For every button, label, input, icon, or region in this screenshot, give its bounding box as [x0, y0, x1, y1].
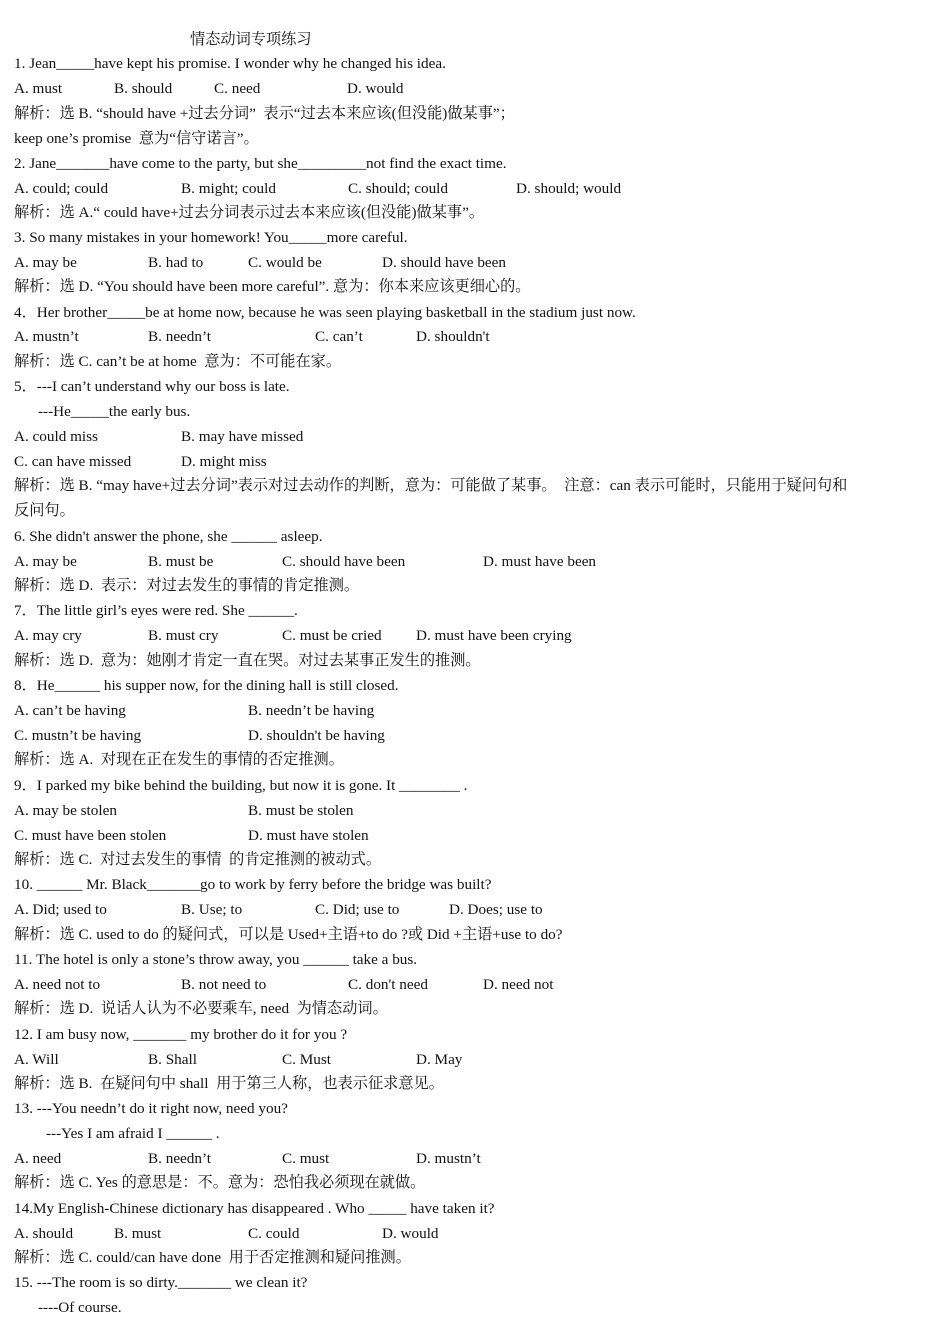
explanation-line: 解析：选 C. Yes 的意思是：不。意为：恐怕我必须现在就做。 — [14, 1174, 426, 1191]
answer-option: A. may be — [14, 254, 77, 271]
answer-option: D. Does; use to — [449, 901, 543, 918]
question-line: 15. ---The room is so dirty._______ we clean it? — [14, 1274, 308, 1291]
explanation-line: 解析：选 B. “may have+过去分词”表示对过去动作的判断，意为：可能做了某事。 注意：can 表示可能时，只能用于疑问句和 — [14, 477, 848, 494]
answer-option: C. don't need — [348, 976, 428, 993]
answer-option: B. might; could — [181, 180, 276, 197]
answer-option: B. had to — [148, 254, 204, 271]
question-line: ---Yes I am afraid I ______ . — [46, 1125, 220, 1142]
question-line: 5．---I can’t understand why our boss is late. — [14, 378, 290, 395]
answer-option: D. would — [382, 1225, 439, 1242]
answer-option: C. would be — [248, 254, 322, 271]
answer-option: D. mustn’t — [416, 1150, 481, 1167]
answer-option: D. shouldn't — [416, 328, 490, 345]
answer-option: C. must have been stolen — [14, 827, 167, 844]
answer-option: A. may cry — [14, 627, 82, 644]
question-line: ---He_____the early bus. — [38, 403, 191, 420]
answer-option: B. must be stolen — [248, 802, 354, 819]
question-line: 9．I parked my bike behind the building, but now it is gone. It ________ . — [14, 777, 468, 794]
answer-option: C. mustn’t be having — [14, 727, 142, 744]
answer-option: A. must — [14, 80, 63, 97]
question-line: 2. Jane_______have come to the party, but she_________not find the exact time. — [14, 155, 507, 172]
answer-option: B. must be — [148, 553, 214, 570]
answer-option: C. must — [282, 1150, 330, 1167]
answer-option: A. may be stolen — [14, 802, 117, 819]
answer-option: D. must have stolen — [248, 827, 369, 844]
answer-option: B. should — [114, 80, 173, 97]
answer-option: B. needn’t — [148, 328, 211, 345]
answer-option: B. Use; to — [181, 901, 243, 918]
answer-option: B. must — [114, 1225, 162, 1242]
answer-option: A. could; could — [14, 180, 109, 197]
answer-option: C. should; could — [348, 180, 448, 197]
answer-option: B. needn’t — [148, 1150, 211, 1167]
answer-option: D. May — [416, 1051, 463, 1068]
question-line: 3. So many mistakes in your homework! You_____more careful. — [14, 229, 408, 246]
page-title: 情态动词专项练习 — [190, 31, 312, 48]
question-line: 11. The hotel is only a stone’s throw away, you ______ take a bus. — [14, 951, 418, 968]
answer-option: B. may have missed — [181, 428, 304, 445]
question-line: 反问句。 — [14, 502, 75, 519]
question-line: 7．The little girl’s eyes were red. She ______. — [14, 602, 298, 619]
question-line: 12. I am busy now, _______ my brother do it for you ? — [14, 1026, 348, 1043]
answer-option: A. Will — [14, 1051, 59, 1068]
question-line: 8．He______ his supper now, for the dining hall is still closed. — [14, 677, 399, 694]
question-line: 14.My English-Chinese dictionary has disappeared . Who _____ have taken it? — [14, 1200, 495, 1217]
question-line: 10. ______ Mr. Black_______go to work by ferry before the bridge was built? — [14, 876, 492, 893]
answer-option: C. should have been — [282, 553, 406, 570]
answer-option: C. Must — [282, 1051, 331, 1068]
explanation-line: 解析：选 C. could/can have done 用于否定推测和疑问推测。 — [14, 1249, 411, 1266]
explanation-line: 解析：选 D. 表示：对过去发生的事情的肯定推测。 — [14, 577, 360, 594]
answer-option: A. should — [14, 1225, 74, 1242]
answer-option: A. mustn’t — [14, 328, 79, 345]
answer-option: D. shouldn't be having — [248, 727, 385, 744]
question-line: 4．Her brother_____be at home now, because he was seen playing basketball in the stadium just now. — [14, 304, 636, 321]
answer-option: A. may be — [14, 553, 77, 570]
answer-option: B. needn’t be having — [248, 702, 375, 719]
answer-option: D. need not — [483, 976, 554, 993]
answer-option: D. must have been — [483, 553, 597, 570]
explanation-line: 解析：选 D. 意为：她刚才肯定一直在哭。对过去某事正发生的推测。 — [14, 652, 481, 669]
explanation-line: 解析：选 B. 在疑问句中 shall 用于第三人称，也表示征求意见。 — [14, 1075, 444, 1092]
explanation-line: 解析：选 C. 对过去发生的事情 的肯定推测的被动式。 — [14, 851, 382, 868]
answer-option: D. should have been — [382, 254, 506, 271]
explanation-line: 解析：选 B. “should have +过去分词” 表示“过去本来应该(但没能)做某事”； — [14, 105, 515, 122]
question-line: 6. She didn't answer the phone, she ______ asleep. — [14, 528, 323, 545]
answer-option: D. might miss — [181, 453, 267, 470]
explanation-line: 解析：选 D. “You should have been more careful”. 意为：你本来应该更细心的。 — [14, 278, 531, 295]
explanation-line: 解析：选 D. 说话人认为不必要乘车, need 为情态动词。 — [14, 1000, 388, 1017]
answer-option: B. must cry — [148, 627, 219, 644]
question-line: ----Of course. — [38, 1299, 122, 1316]
answer-option: D. must have been crying — [416, 627, 572, 644]
answer-option: C. can’t — [315, 328, 363, 345]
explanation-line: 解析：选 C. can’t be at home 意为：不可能在家。 — [14, 353, 342, 370]
answer-option: B. not need to — [181, 976, 267, 993]
answer-option: A. need not to — [14, 976, 101, 993]
answer-option: C. could — [248, 1225, 300, 1242]
answer-option: A. Did; used to — [14, 901, 107, 918]
answer-option: C. must be cried — [282, 627, 382, 644]
explanation-line: 解析：选 A. 对现在正在发生的事情的否定推测。 — [14, 751, 344, 768]
answer-option: C. can have missed — [14, 453, 132, 470]
question-line: 13. ---You needn’t do it right now, need you? — [14, 1100, 288, 1117]
question-line: keep one’s promise 意为“信守诺言”。 — [14, 130, 259, 147]
answer-option: B. Shall — [148, 1051, 197, 1068]
answer-option: A. can’t be having — [14, 702, 126, 719]
answer-option: D. should; would — [516, 180, 622, 197]
answer-option: A. could miss — [14, 428, 98, 445]
question-line: 1. Jean_____have kept his promise. I wonder why he changed his idea. — [14, 55, 446, 72]
explanation-line: 解析：选 C. used to do 的疑问式，可以是 Used+主语+to do ?或 Did +主语+use to do? — [14, 926, 563, 943]
explanation-line: 解析：选 A.“ could have+过去分词表示过去本来应该(但没能)做某事”。 — [14, 204, 485, 221]
answer-option: D. would — [347, 80, 404, 97]
answer-option: C. Did; use to — [315, 901, 400, 918]
answer-option: A. need — [14, 1150, 62, 1167]
answer-option: C. need — [214, 80, 261, 97]
